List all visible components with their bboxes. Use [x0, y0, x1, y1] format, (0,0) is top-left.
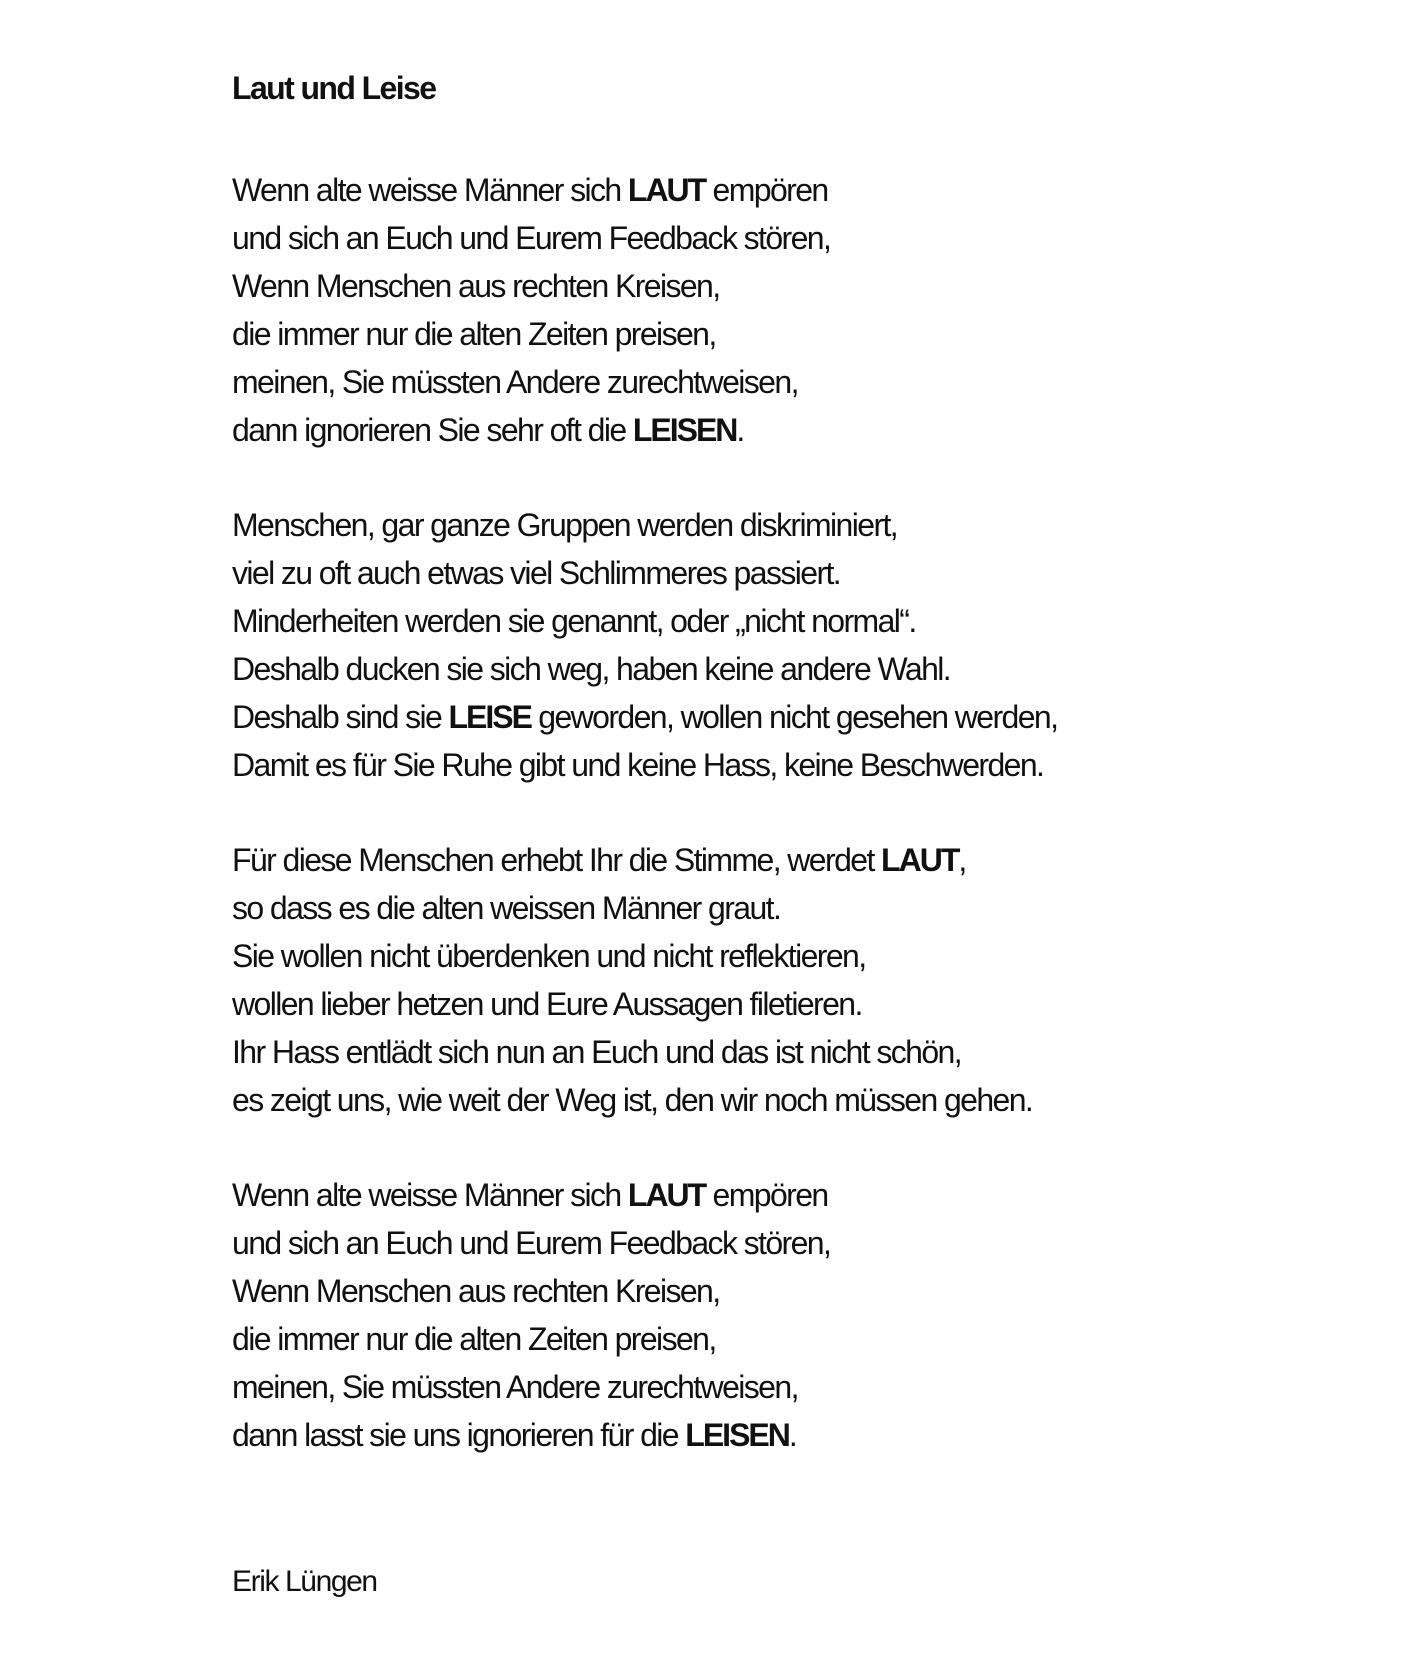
emphasized-word: LEISEN [632, 412, 737, 448]
line-text: Damit es für Sie Ruhe gibt und keine Hass, keine Beschwerden. [232, 747, 1044, 783]
line-text: Für diese Menschen erhebt Ihr die Stimme, werdet [232, 842, 882, 878]
poem-line [232, 884, 1362, 932]
line-text: Wenn Menschen aus rechten Kreisen, [232, 1273, 720, 1309]
line-text: dann lasst sie uns ignorieren für die [232, 1417, 686, 1453]
poem-line [232, 932, 1362, 980]
poem [232, 68, 1362, 1506]
poem-line [232, 980, 1362, 1028]
poem-line [232, 1076, 1362, 1124]
line-text: Wenn alte weisse Männer sich [232, 1177, 628, 1213]
line-text: dann ignorieren Sie sehr oft die [232, 412, 633, 448]
line-text: . [788, 1417, 797, 1453]
line-text: es zeigt uns, wie weit der Weg ist, den wir noch müssen gehen. [232, 1082, 1033, 1118]
poem-line [232, 741, 1362, 789]
stanza [232, 166, 1362, 454]
line-text: Menschen, gar ganze Gruppen werden diskriminiert, [232, 507, 898, 543]
line-text: Wenn Menschen aus rechten Kreisen, [232, 268, 720, 304]
stanza [232, 501, 1362, 789]
emphasized-word: LAUT [627, 172, 706, 208]
poem-line [232, 1267, 1362, 1315]
poem-line [232, 501, 1362, 549]
poem-line [232, 597, 1362, 645]
poem-line [232, 214, 1362, 262]
line-text: meinen, Sie müssten Andere zurechtweisen, [232, 364, 798, 400]
poem-line [232, 262, 1362, 310]
line-text: Wenn alte weisse Männer sich [232, 172, 628, 208]
line-text: geworden, wollen nicht gesehen werden, [530, 699, 1058, 735]
line-text: viel zu oft auch etwas viel Schlimmeres passiert. [232, 555, 841, 591]
line-text: so dass es die alten weissen Männer graut. [232, 890, 781, 926]
poem-line [232, 693, 1362, 741]
line-text: Minderheiten werden sie genannt, oder „nicht normal“. [232, 603, 916, 639]
line-text: die immer nur die alten Zeiten preisen, [232, 1321, 716, 1357]
author-name: Erik Lüngen [232, 1565, 377, 1598]
line-text: und sich an Euch und Eurem Feedback stören, [232, 1225, 831, 1261]
line-text: meinen, Sie müssten Andere zurechtweisen, [232, 1369, 798, 1405]
poem-line [232, 310, 1362, 358]
poem-line [232, 1171, 1362, 1219]
line-text: , [958, 842, 966, 878]
emphasized-word: LEISE [448, 699, 531, 735]
stanza [232, 1171, 1362, 1459]
poem-title: Laut und Leise [232, 70, 436, 106]
poem-line [232, 1411, 1362, 1459]
line-text: empören [705, 1177, 828, 1213]
poem-line [232, 1363, 1362, 1411]
line-text: Sie wollen nicht überdenken und nicht reflektieren, [232, 938, 866, 974]
poem-line [232, 1219, 1362, 1267]
line-text: . [736, 412, 744, 448]
poem-line [232, 406, 1362, 454]
poem-line [232, 645, 1362, 693]
stanza [232, 836, 1362, 1124]
line-text: die immer nur die alten Zeiten preisen, [232, 316, 716, 352]
line-text: Deshalb ducken sie sich weg, haben keine andere Wahl. [232, 651, 951, 687]
poem-line [232, 836, 1362, 884]
poem-body [232, 166, 1362, 1459]
poem-line [232, 1315, 1362, 1363]
poem-line [232, 1028, 1362, 1076]
line-text: und sich an Euch und Eurem Feedback stören, [232, 220, 831, 256]
line-text: empören [705, 172, 828, 208]
line-text: Ihr Hass entlädt sich nun an Euch und das ist nicht schön, [232, 1034, 962, 1070]
poem-line [232, 549, 1362, 597]
line-text: Deshalb sind sie [232, 699, 449, 735]
poem-line [232, 358, 1362, 406]
emphasized-word: LAUT [627, 1177, 706, 1213]
poem-line [232, 166, 1362, 214]
emphasized-word: LEISEN [685, 1417, 789, 1453]
line-text: wollen lieber hetzen und Eure Aussagen filetieren. [232, 986, 862, 1022]
emphasized-word: LAUT [881, 842, 959, 878]
